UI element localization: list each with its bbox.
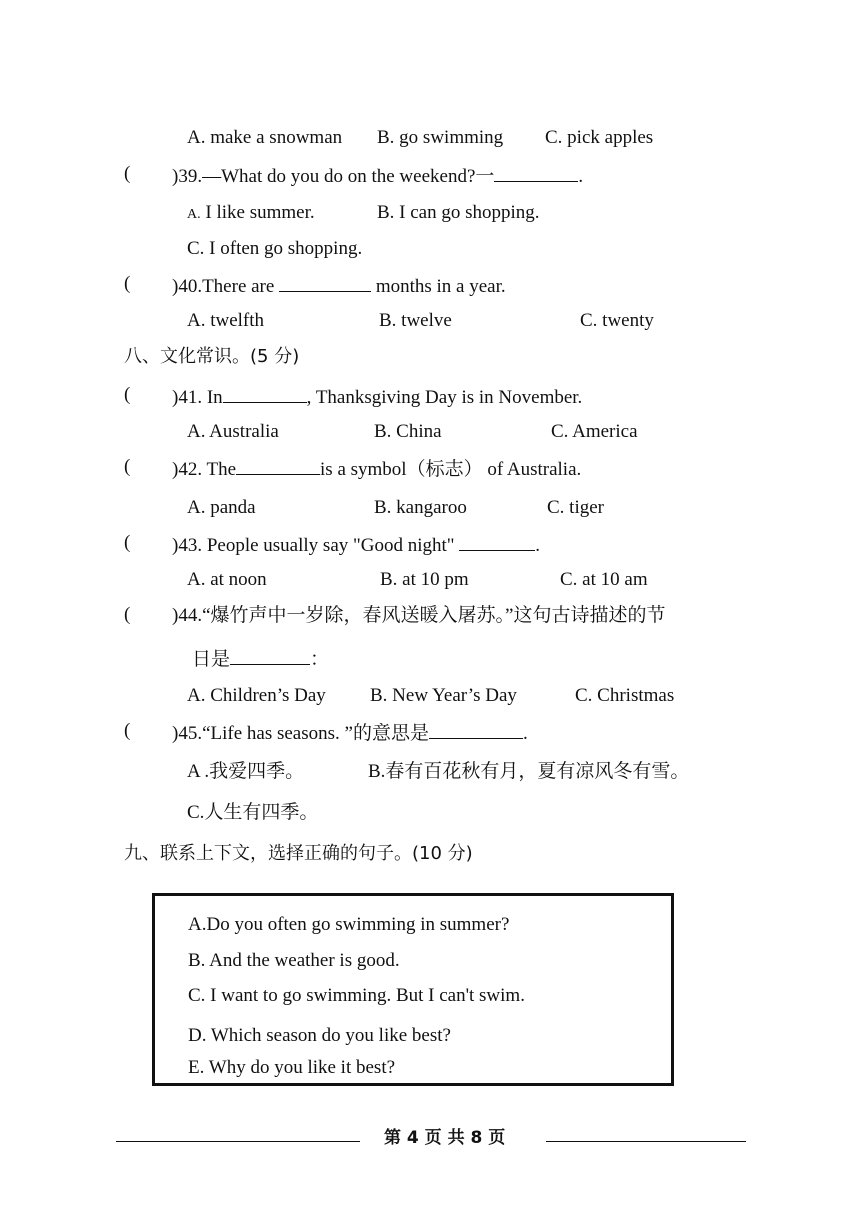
section-9-heading: 九、联系上下文，选择正确的句子。(10 分) — [124, 843, 473, 864]
q40-option-b: B. twelve — [379, 310, 452, 331]
q44-line2-head: 日是 — [192, 649, 231, 670]
q42-paren: ( — [124, 456, 131, 477]
page-number: 第 4 页 共 8 页 — [384, 1128, 506, 1148]
q42-blank — [236, 456, 320, 475]
q43-head: )43. People usually say "Good night" — [172, 535, 455, 556]
q42-question — [172, 456, 581, 482]
q39-question-text: )39.—What do you do on the weekend?一 — [172, 166, 495, 187]
q43-question — [172, 532, 540, 558]
q39-option-a — [187, 201, 315, 227]
q38-option-c: C. pick apples — [545, 127, 654, 148]
q43-tail: . — [535, 535, 541, 556]
q39-option-a-text: I like summer. — [205, 202, 315, 223]
q43-paren: ( — [124, 532, 131, 553]
footer-rule-right — [546, 1141, 746, 1142]
sentence-b: B. And the weather is good. — [188, 950, 400, 971]
q40-option-a: A. twelfth — [187, 310, 265, 331]
q44-blank — [230, 646, 310, 665]
q39-option-b: B. I can go shopping. — [377, 202, 540, 223]
q38-option-b: B. go swimming — [377, 127, 504, 148]
q40-option-c: C. twenty — [580, 310, 654, 331]
section-8-heading: 八、文化常识。(5 分) — [124, 346, 300, 367]
q45-option-b: B.春有百花秋有月，夏有凉风冬有雪。 — [368, 761, 690, 782]
q44-option-c: C. Christmas — [575, 685, 675, 706]
q42-head: )42. The — [172, 459, 237, 480]
q39-paren: ( — [124, 163, 131, 184]
q41-paren: ( — [124, 384, 131, 405]
q41-head: )41. In — [172, 387, 223, 408]
q41-tail: , Thanksgiving Day is in November. — [306, 387, 583, 408]
q43-option-c: C. at 10 am — [560, 569, 648, 590]
sentence-a: A.Do you often go swimming in summer? — [188, 914, 510, 935]
q44-question: )44.“爆竹声中一岁除，春风送暖入屠苏。”这句古诗描述的节 — [172, 605, 666, 626]
sentence-c: C. I want to go swimming. But I can't swim. — [188, 985, 525, 1006]
q39-option-c: C. I often go shopping. — [187, 238, 363, 259]
q39-question — [172, 163, 583, 189]
q41-question — [172, 384, 582, 410]
q41-option-a: A. Australia — [187, 421, 279, 442]
q40-blank — [279, 273, 371, 292]
q45-question — [172, 720, 528, 746]
q43-blank — [459, 532, 535, 551]
q39-tail: . — [578, 166, 584, 187]
q42-option-a: A. panda — [187, 497, 256, 518]
q44-option-a: A. Children’s Day — [187, 685, 326, 706]
sentence-e: E. Why do you like it best? — [188, 1057, 396, 1078]
q41-option-c: C. America — [551, 421, 638, 442]
q42-option-c: C. tiger — [547, 497, 604, 518]
footer-rule-left — [116, 1141, 360, 1142]
q42-tail: is a symbol（标志） of Australia. — [320, 459, 582, 480]
q43-option-a: A. at noon — [187, 569, 267, 590]
q43-option-b: B. at 10 pm — [380, 569, 469, 590]
q42-option-b: B. kangaroo — [374, 497, 467, 518]
q45-head: )45.“Life has seasons. ”的意思是 — [172, 723, 429, 744]
q45-paren: ( — [124, 720, 131, 741]
q45-option-a: A .我爱四季。 — [187, 761, 305, 782]
q39-blank — [494, 163, 578, 182]
q40-paren: ( — [124, 273, 131, 294]
q45-option-c: C.人生有四季。 — [187, 802, 319, 823]
q40-head: )40.There are — [172, 276, 275, 297]
q41-blank — [223, 384, 307, 403]
q38-option-a: A. make a snowman — [187, 127, 343, 148]
q44-line2-tail: ： — [310, 649, 330, 670]
q44-paren: ( — [124, 604, 131, 625]
q44-question-line2 — [192, 646, 329, 672]
q45-blank — [429, 720, 523, 739]
q39-option-a-letter: A. — [187, 207, 201, 222]
q45-tail: . — [522, 723, 528, 744]
q40-tail: months in a year. — [375, 276, 506, 297]
q44-option-b: B. New Year’s Day — [370, 685, 517, 706]
q41-option-b: B. China — [374, 421, 442, 442]
sentence-d: D. Which season do you like best? — [188, 1025, 451, 1046]
q40-question — [172, 273, 506, 299]
